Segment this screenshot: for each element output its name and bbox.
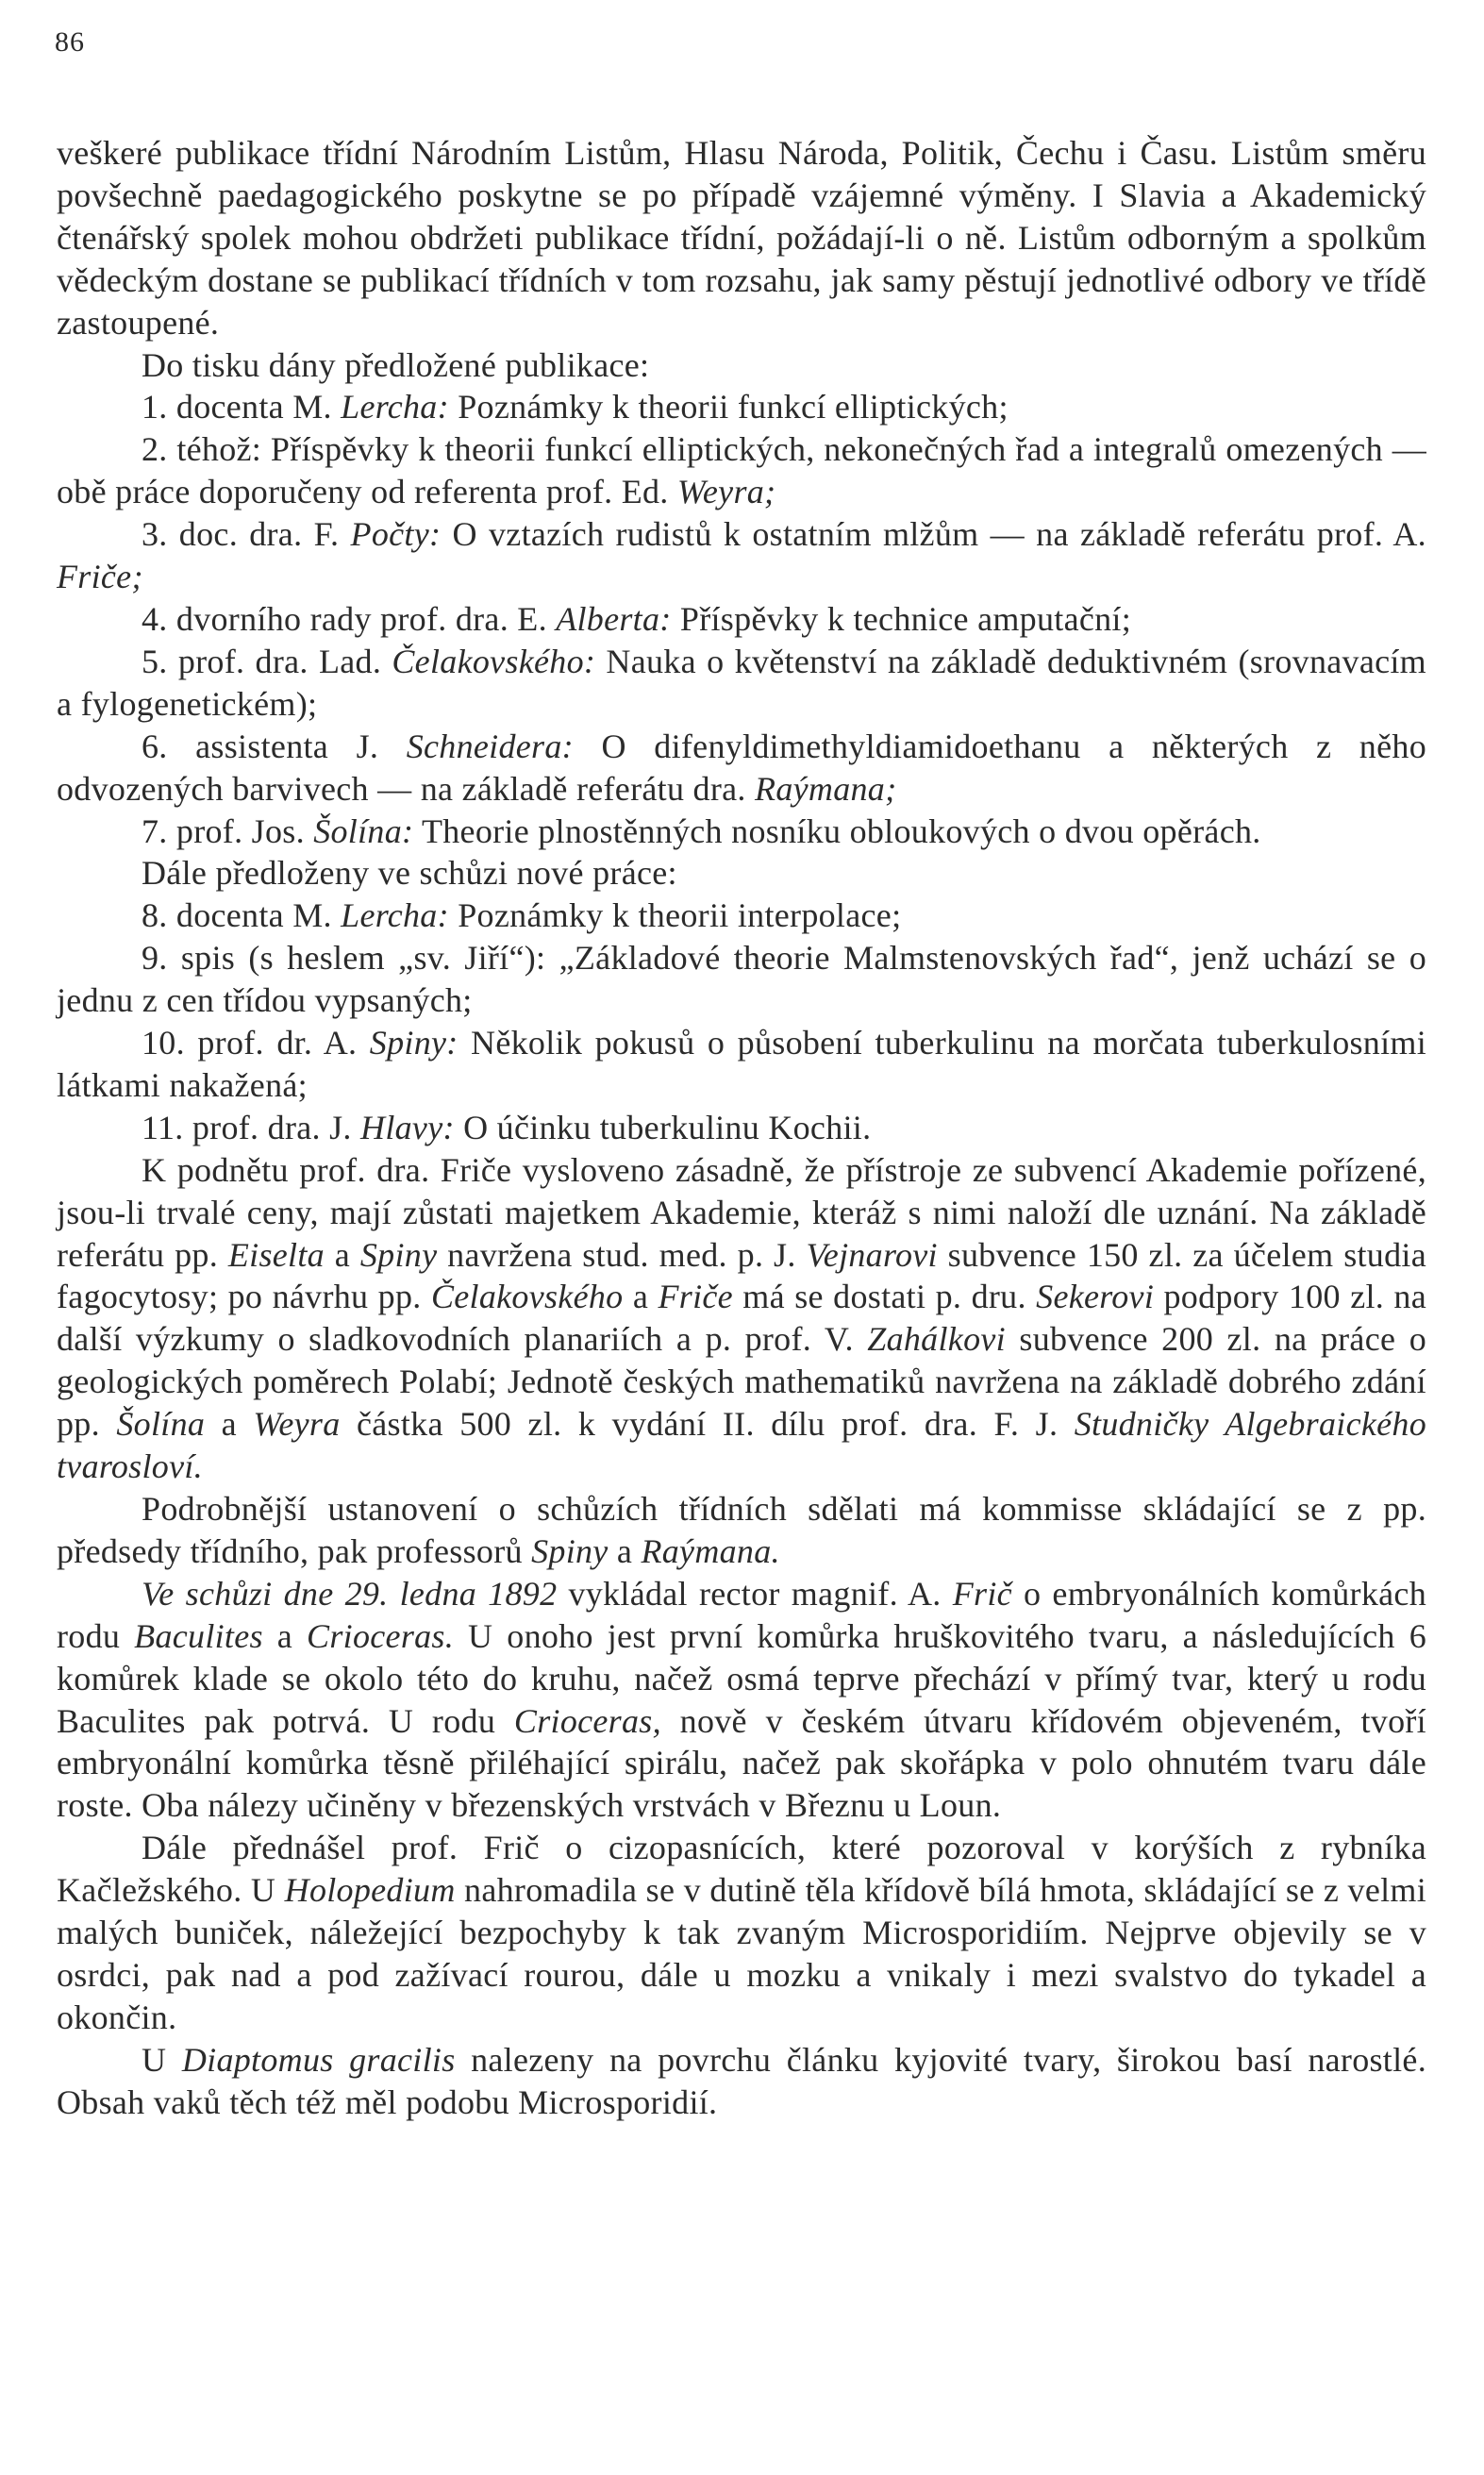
paragraph	[57, 513, 1426, 598]
text-run: a	[262, 1616, 308, 1655]
text-run: 8. docenta M.	[142, 896, 342, 935]
text-run: Podrobnější ustanovení o schůzích třídních sdělati má kommisse skládající se z pp. předsedy třídního, pak professorů	[57, 1490, 1426, 1570]
italic-text: Zahálkovi	[867, 1320, 1006, 1359]
italic-text: Weyra;	[676, 473, 776, 511]
text-run: 10. prof. dr. A.	[142, 1024, 370, 1062]
text-run: nalezeny na povrchu článku kyjovité tvary, širokou basí narostlé. Obsah vaků těch též měl podobu Microsporidií.	[57, 2040, 1426, 2121]
italic-text: Weyra	[253, 1405, 341, 1444]
text-run: a	[205, 1405, 254, 1444]
paragraph	[57, 344, 1426, 387]
paragraph	[57, 937, 1426, 1022]
italic-text: Spiny	[359, 1235, 438, 1274]
italic-text: Vejnarovi	[806, 1235, 938, 1274]
text-run: O vztazích rudistů k ostatním mlžům — na základě referátu prof. A.	[441, 515, 1426, 554]
paragraph	[57, 598, 1426, 641]
italic-text: Friče;	[57, 558, 143, 596]
text-run: 6. assistenta J.	[142, 727, 407, 765]
italic-text: Raýmana.	[641, 1531, 780, 1570]
text-run: navržena stud. med. p. J.	[437, 1235, 807, 1274]
paragraph	[57, 811, 1426, 853]
paragraph	[57, 1573, 1426, 1827]
text-run: 9. spis (s heslem „sv. Jiří“): „Základové theorie Malmstenovských řad“, jenž uchází se o jednu z cen třídou vypsaných;	[57, 939, 1426, 1020]
text-run: 4. dvorního rady prof. dra. E.	[142, 599, 557, 638]
text-run: Poznámky k theorii funkcí elliptických;	[448, 388, 1009, 426]
text-run: subvence 200 zl. na práce o geologických poměrech Polabí; Jednotě českých mathematiků navržena na základě dobrého zdání pp.	[57, 1320, 1426, 1444]
paragraph	[57, 1827, 1426, 2039]
text-run: podpory 100 zl. na další výzkumy o sladkovodních planariích a p. prof. V.	[57, 1278, 1427, 1359]
paragraph	[57, 1107, 1426, 1149]
italic-text: Friče	[658, 1278, 733, 1316]
text-run: 3. doc. dra. F.	[142, 515, 351, 554]
italic-text: Holopedium	[284, 1871, 456, 1910]
text-run: U onoho jest první komůrka hruškovitého tvaru, a následujících 6 komůrek klade se okolo této do kruhu, načež osmá teprve přechází v přímý tvar, který u rodu Baculites pak potrvá. U rodu	[57, 1616, 1426, 1740]
italic-text: Sekerovi	[1036, 1278, 1155, 1316]
italic-text: Alberta:	[556, 599, 672, 638]
text-run: 2. téhož: Příspěvky k theorii funkcí elliptických, nekonečných řad a integralů omezených — obě práce doporučeny od referenta prof. Ed.	[57, 430, 1426, 511]
paragraph	[57, 1149, 1426, 1488]
paragraph	[57, 641, 1426, 726]
text-run: veškeré publikace třídní Národním Listům, Hlasu Národa, Politik, Čechu i Času. Listům směru povšechně paedagogického poskytne se po případě vzájemné výměny. I Slavia a Akademický čtenářský spolek mohou obdržeti publikace třídní, požádají-li o ně. Listům odborným a spolkům vědeckým dostane se publikací třídních v tom rozsahu, jak samy pěstují jednotlivé odbory ve třídě zastoupené.	[57, 134, 1426, 342]
text-run: Několik pokusů o působení tuberkulinu na morčata tuberkulosními látkami nakažená;	[57, 1024, 1427, 1104]
italic-text: Čelakovského	[430, 1278, 624, 1316]
italic-text: Raýmana;	[755, 769, 897, 808]
paragraph	[57, 1022, 1426, 1107]
text-run: vykládal rector magnif. A.	[557, 1574, 953, 1613]
italic-text: Schneidera:	[406, 727, 574, 765]
text-run: nahromadila se v dutině těla křídově bílá hmota, skládající se z velmi malých buniček, náležející bezpochyby k tak zvaným Microsporidiím. Nejprve objevily se v osrdci, pak nad a pod zažívací rourou, dále u mozku a vnikaly i mezi svalstvo do tykadel a okončin.	[57, 1871, 1427, 2036]
text-run: nově v českém útvaru křídovém objeveném, tvoří embryonální komůrka těsně přiléhající spirálu, načež pak skořápka v polo ohnutém tvaru dále roste. Oba nálezy učiněny v březenských vrstvách v Březnu u Loun.	[57, 1701, 1426, 1825]
text-run: U	[142, 2040, 182, 2079]
paragraph	[57, 1488, 1426, 1573]
text-run: 1. docenta M.	[142, 388, 342, 426]
italic-text: Hlavy:	[360, 1108, 455, 1146]
text-run: Příspěvky k technice amputační;	[671, 599, 1132, 638]
paragraph	[57, 852, 1426, 895]
paragraph	[57, 386, 1426, 428]
italic-text: Spiny:	[369, 1024, 459, 1062]
text-run: O účinku tuberkulinu Kochii.	[454, 1108, 872, 1146]
paragraph	[57, 726, 1426, 811]
text-run: má se dostati p. dru.	[732, 1278, 1037, 1316]
paragraph	[57, 2039, 1426, 2124]
italic-text: Eiselta	[227, 1235, 325, 1274]
text-run: 11. prof. dra. J.	[142, 1108, 361, 1146]
italic-text: Šolína:	[313, 811, 414, 850]
text-run: subvence 150 zl. za účelem studia fagocytosy; po návrhu pp.	[57, 1235, 1426, 1316]
italic-text: Šolína	[116, 1405, 206, 1444]
text-run: Do tisku dány předložené publikace:	[142, 345, 650, 384]
text-run: O difenyldimethyldiamidoethanu a některých z něho odvozených barvivech — na základě referátu dra.	[57, 727, 1426, 808]
text-run: Theorie plnostěnných nosníku obloukových o dvou opěrách.	[413, 811, 1261, 850]
italic-text: Crioceras,	[513, 1701, 661, 1740]
text-run: a	[623, 1278, 659, 1316]
italic-text: Frič	[952, 1574, 1012, 1613]
italic-text: Čelakovského:	[392, 642, 596, 680]
italic-text: Crioceras.	[307, 1616, 455, 1655]
italic-text: Baculites	[134, 1616, 263, 1655]
italic-text: Počty:	[350, 515, 442, 554]
italic-text: Diaptomus gracilis	[181, 2040, 456, 2079]
text-run: a	[608, 1531, 642, 1570]
text-run: Dále předloženy ve schůzi nové práce:	[142, 854, 677, 893]
paragraph	[57, 895, 1426, 937]
text-run: Nauka o květenství na základě deduktivném (srovnavacím a fylogenetickém);	[57, 642, 1426, 723]
page-number: 86	[55, 26, 85, 58]
text-run: 5. prof. dra. Lad.	[142, 642, 392, 680]
text-run: částka 500 zl. k vydání II. dílu prof. dra. F. J.	[340, 1405, 1075, 1444]
text-run: Poznámky k theorii interpolace;	[448, 896, 902, 935]
text-run: 7. prof. Jos.	[142, 811, 314, 850]
italic-text: Lercha:	[341, 896, 449, 935]
text-run: a	[324, 1235, 360, 1274]
body-text	[57, 132, 1426, 2124]
italic-text: Lercha:	[341, 388, 449, 426]
italic-text: Ve schůzi dne 29. ledna 1892	[142, 1574, 558, 1613]
text-run: Dále přednášel prof. Frič o cizopasnících, které pozoroval v korýších z rybníka Kačležského. U	[57, 1829, 1426, 1910]
text-run: o embryonálních komůrkách rodu	[57, 1574, 1427, 1655]
italic-text: Studničky Algebraického tvarosloví.	[57, 1405, 1427, 1486]
text-run: K podnětu prof. dra. Friče vysloveno zásadně, že přístroje ze subvencí Akademie pořízené, jsou-li trvalé ceny, mají zůstati majetkem Akademie, kteráž s nimi naloží dle uznání. Na základě referátu pp.	[57, 1150, 1426, 1274]
paragraph	[57, 132, 1426, 344]
paragraph	[57, 428, 1426, 513]
italic-text: Spiny	[531, 1531, 609, 1570]
